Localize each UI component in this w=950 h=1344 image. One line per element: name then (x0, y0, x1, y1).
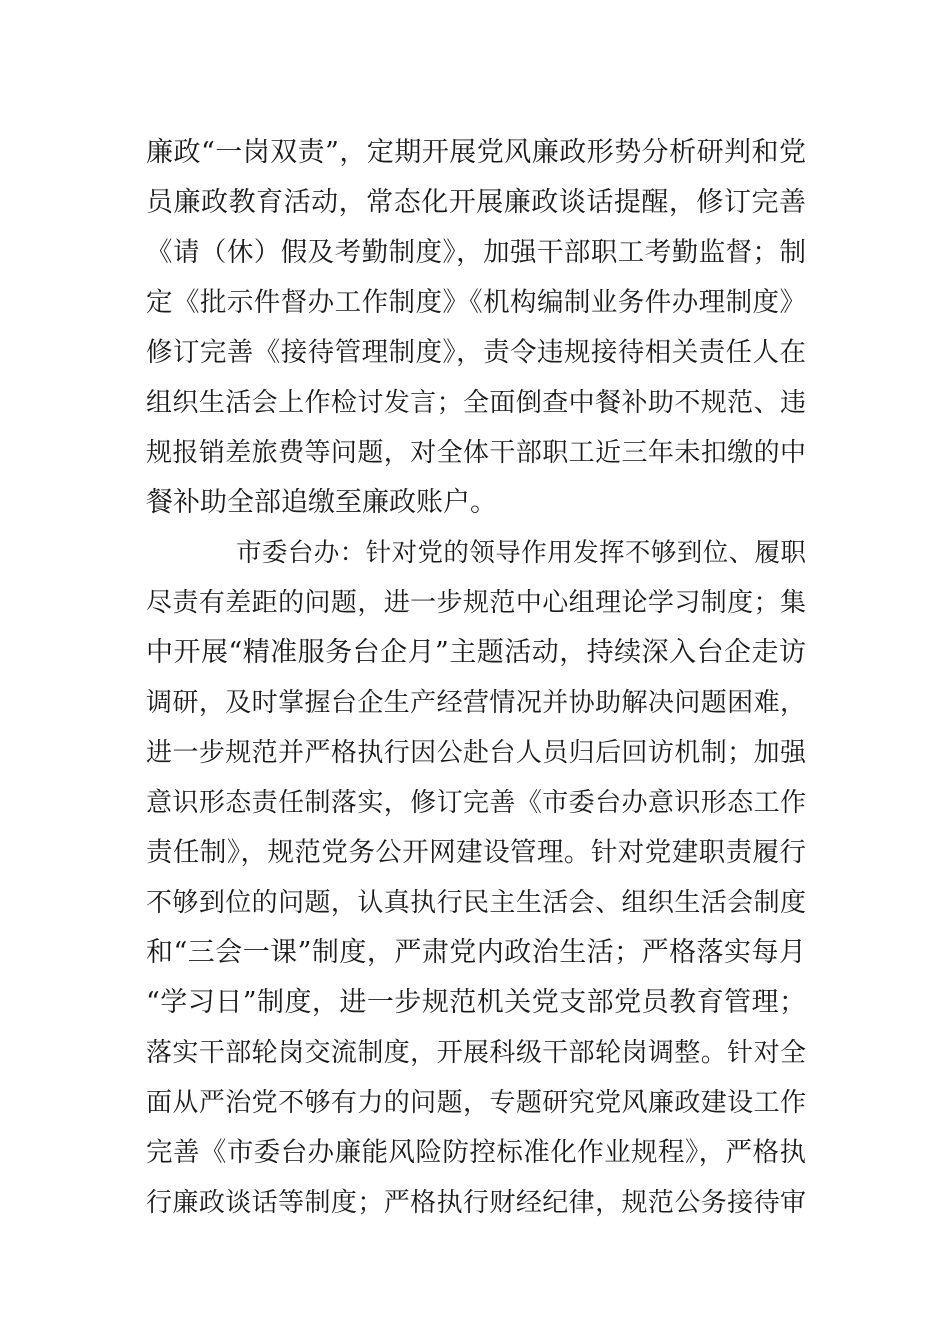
body-text-line: 和“三会一课”制度，严肃党内政治生活；严格落实每月 (146, 937, 806, 968)
body-text-line: “学习日”制度，进一步规范机关党支部党员教育管理； (146, 987, 806, 1018)
body-text-line: 中开展“精准服务台企月”主题活动，持续深入台企走访 (146, 637, 806, 668)
body-text-line: 责任制》，规范党务公开网建设管理。针对党建职责履行 (146, 837, 806, 868)
body-text-line: 进一步规范并严格执行因公赴台人员归后回访机制；加强 (146, 738, 806, 768)
body-text-line: 《请（休）假及考勤制度》，加强干部职工考勤监督；制 (146, 237, 806, 268)
body-text-line: 员廉政教育活动，常态化开展廉政谈话提醒，修订完善 (146, 187, 806, 218)
body-text-line: 落实干部轮岗交流制度，开展科级干部轮岗调整。针对全 (146, 1038, 806, 1068)
body-text-line: 调研，及时掌握台企生产经营情况并协助解决问题困难， (146, 688, 806, 718)
body-text-line: 修订完善《接待管理制度》，责令违规接待相关责任人在 (146, 337, 806, 368)
body-text-line: 廉政“一岗双责”，定期开展党风廉政形势分析研判和党 (146, 137, 806, 168)
body-text-line: 行廉政谈话等制度；严格执行财经纪律，规范公务接待审 (146, 1188, 806, 1218)
body-text-line: 餐补助全部追缴至廉政账户。 (146, 487, 497, 518)
body-text-line: 不够到位的问题，认真执行民主生活会、组织生活会制度 (146, 888, 806, 918)
body-text-line: 面从严治党不够有力的问题，专题研究党风廉政建设工作 (146, 1088, 806, 1118)
body-text-line: 定《批示件督办工作制度》《机构编制业务件办理制度》 (146, 287, 806, 318)
body-text-line: 组织生活会上作检讨发言；全面倒查中餐补助不规范、违 (146, 388, 806, 418)
paragraph-first-line: 市委台办：针对党的领导作用发挥不够到位、履职 (236, 538, 806, 568)
body-text-line: 尽责有差距的问题，进一步规范中心组理论学习制度；集 (146, 588, 806, 618)
body-text-line: 规报销差旅费等问题，对全体干部职工近三年未扣缴的中 (146, 438, 806, 468)
body-text-line: 意识形态责任制落实，修订完善《市委台办意识形态工作 (146, 788, 806, 818)
body-text-line: 完善《市委台办廉能风险防控标准化作业规程》，严格执 (146, 1137, 806, 1168)
